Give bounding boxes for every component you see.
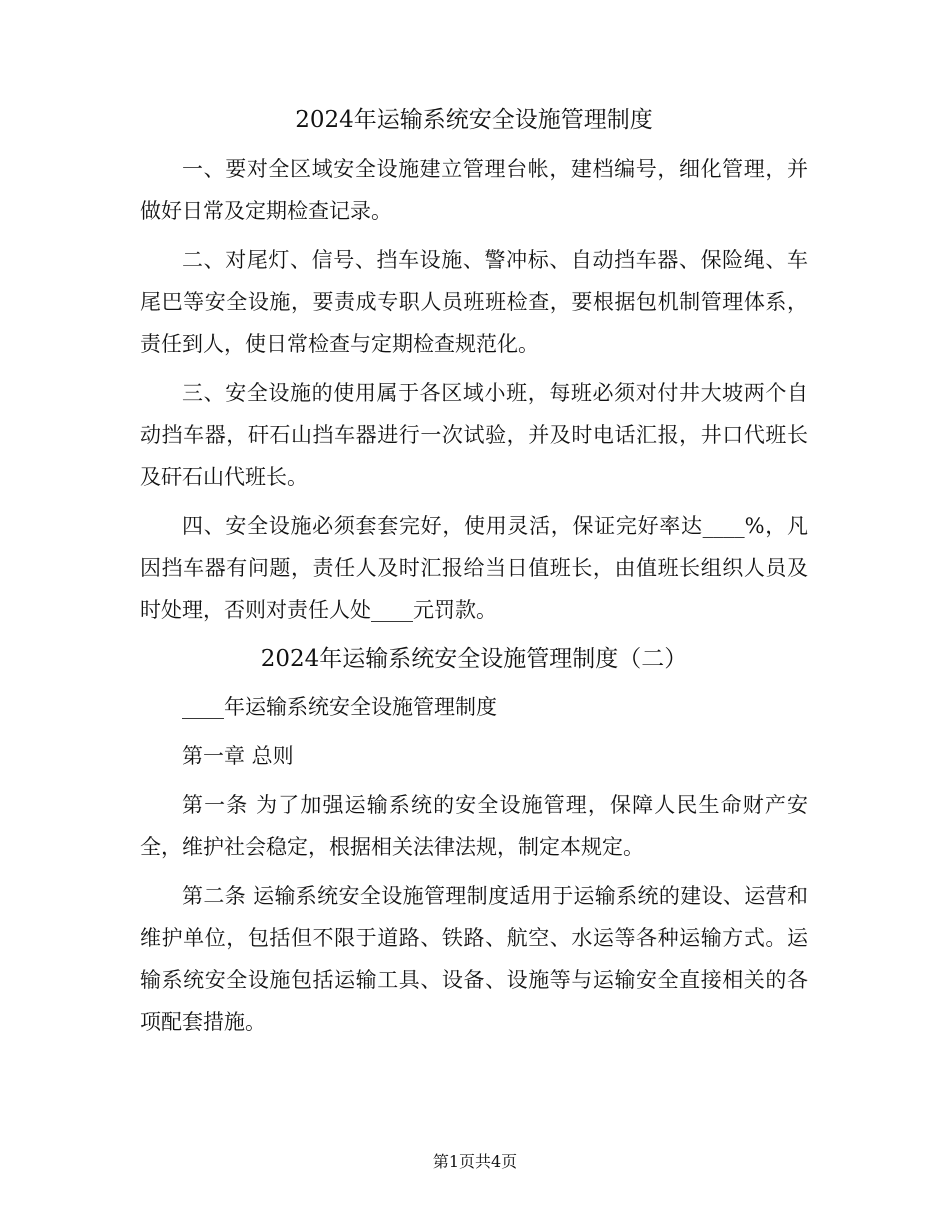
- document-body: [140, 98, 808, 1050]
- section1-paragraph: 二、对尾灯、信号、挡车设施、警冲标、自动挡车器、保险绳、车尾巴等安全设施，要责成专职人员班班检查，要根据包机制管理体系，责任到人，使日常检查与定期检查规范化。: [140, 248, 808, 356]
- section1-paragraph: 四、安全设施必须套套完好，使用灵活，保证完好率达____%，凡因挡车器有问题，责任人及时汇报给当日值班长，由值班长组织人员及时处理，否则对责任人处____元罚款。: [140, 514, 808, 622]
- chapter-heading: 第一章 总则: [182, 744, 294, 768]
- section1-paragraph: 一、要对全区域安全设施建立管理台帐，建档编号，细化管理，并做好日常及定期检查记录。: [140, 157, 808, 223]
- document-subtitle: 2024年运输系统安全设施管理制度（二）: [260, 646, 688, 672]
- section2-paragraph: 第一条 为了加强运输系统的安全设施管理，保障人民生命财产安全，维护社会稳定，根据相关法律法规，制定本规定。: [140, 793, 808, 859]
- section1-paragraph: 三、安全设施的使用属于各区域小班，每班必须对付井大坡两个自动挡车器，矸石山挡车器进行一次试验，并及时电话汇报，井口代班长及矸石山代班长。: [140, 381, 808, 489]
- section2-paragraph: ____年运输系统安全设施管理制度: [182, 695, 497, 719]
- document-title: 2024年运输系统安全设施管理制度: [295, 107, 653, 133]
- section2-paragraph: 第二条 运输系统安全设施管理制度适用于运输系统的建设、运营和维护单位，包括但不限于道路、铁路、航空、水运等各种运输方式。运输系统安全设施包括运输工具、设备、设施等与运输安全直接相关的各项配套措施。: [140, 884, 808, 1034]
- page-number: 第1页共4页: [432, 1152, 518, 1171]
